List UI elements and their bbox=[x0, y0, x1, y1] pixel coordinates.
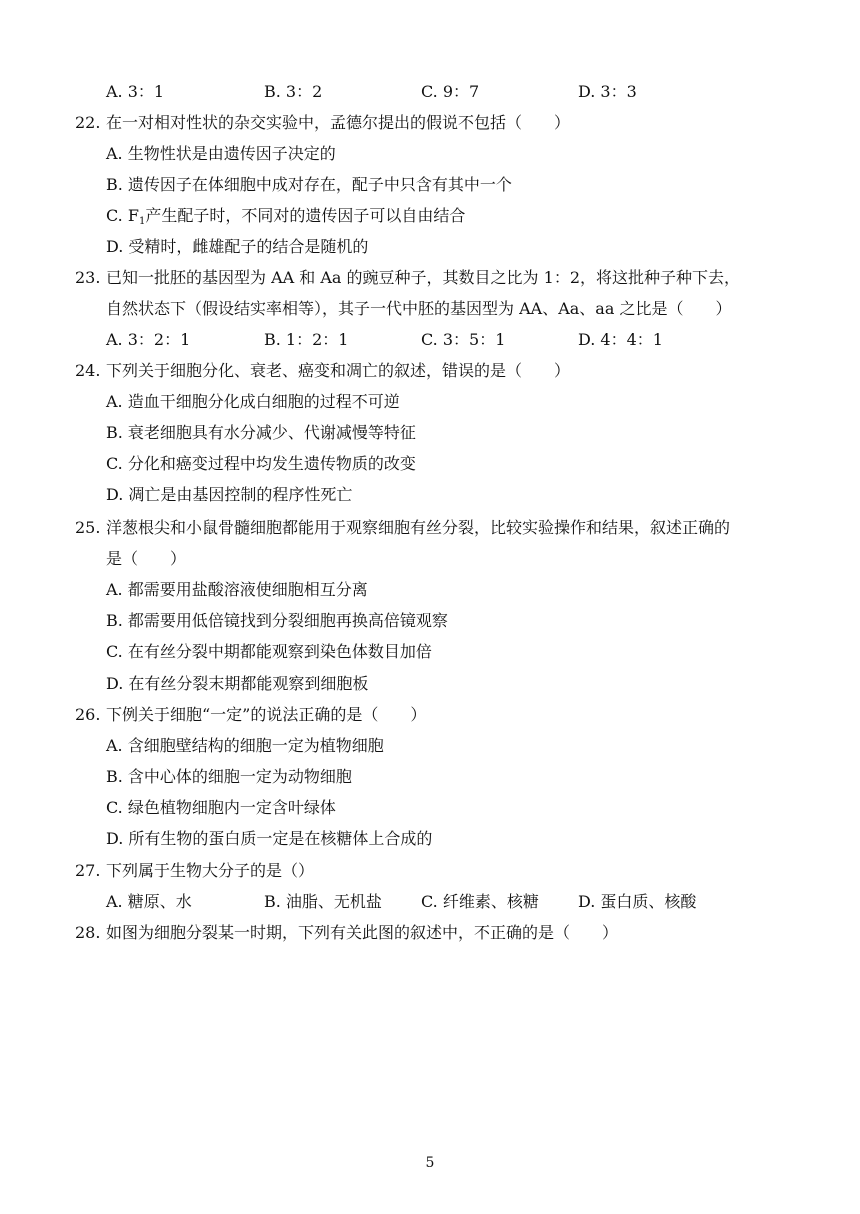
q23-option-b: B. 1：2：1 bbox=[264, 330, 349, 349]
q25-option-d: D. 在有丝分裂末期都能观察到细胞板 bbox=[106, 674, 369, 693]
q25-number: 25. bbox=[75, 518, 101, 537]
q23-option-a: A. 3：2：1 bbox=[106, 330, 191, 349]
q26-number: 26. bbox=[75, 705, 101, 724]
q27-stem: 下列属于生物大分子的是（） bbox=[106, 861, 315, 880]
q23-option-c: C. 3：5：1 bbox=[421, 330, 506, 349]
q22-option-c-subscript: 1 bbox=[138, 216, 146, 227]
q25-option-a: A. 都需要用盐酸溶液使细胞相互分离 bbox=[106, 580, 368, 599]
q22-stem: 在一对相对性状的杂交实验中，孟德尔提出的假说不包括（ ） bbox=[106, 113, 571, 132]
q26-stem: 下例关于细胞“一定”的说法正确的是（ ） bbox=[106, 705, 427, 724]
q21-option-a: A. 3：1 bbox=[106, 82, 165, 101]
q23-stem-1: 已知一批胚的基因型为 AA 和 Aa 的豌豆种子，其数目之比为 1：2，将这批种子种下去， bbox=[106, 268, 740, 287]
q23-stem-2: 自然状态下（假设结实率相等），其子一代中胚的基因型为 AA、Aa、aa 之比是（ ） bbox=[106, 299, 732, 318]
q24-number: 24. bbox=[75, 361, 101, 380]
q24-option-a: A. 造血干细胞分化成白细胞的过程不可逆 bbox=[106, 392, 400, 411]
q26-option-d: D. 所有生物的蛋白质一定是在核糖体上合成的 bbox=[106, 829, 433, 848]
q26-option-a: A. 含细胞壁结构的细胞一定为植物细胞 bbox=[106, 736, 384, 755]
q24-stem: 下列关于细胞分化、衰老、癌变和凋亡的叙述，错误的是（ ） bbox=[106, 361, 571, 380]
q27-option-d: D. 蛋白质、核酸 bbox=[578, 892, 697, 911]
q21-option-b: B. 3：2 bbox=[264, 82, 323, 101]
q25-stem-1: 洋葱根尖和小鼠骨髓细胞都能用于观察细胞有丝分裂，比较实验操作和结果，叙述正确的 bbox=[106, 518, 731, 537]
q22-option-c-prefix: C. F bbox=[106, 206, 139, 225]
q25-option-b: B. 都需要用低倍镜找到分裂细胞再换高倍镜观察 bbox=[106, 611, 448, 630]
q26-option-b: B. 含中心体的细胞一定为动物细胞 bbox=[106, 767, 352, 786]
q24-option-c: C. 分化和癌变过程中均发生遗传物质的改变 bbox=[106, 454, 416, 473]
q27-option-c: C. 纤维素、核糖 bbox=[421, 892, 539, 911]
q22-option-a: A. 生物性状是由遗传因子决定的 bbox=[106, 144, 336, 163]
q22-option-b: B. 遗传因子在体细胞中成对存在，配子中只含有其中一个 bbox=[106, 175, 512, 194]
q22-number: 22. bbox=[75, 113, 101, 132]
q25-stem-2: 是（ ） bbox=[106, 549, 187, 568]
q26-option-c: C. 绿色植物细胞内一定含叶绿体 bbox=[106, 798, 336, 817]
q22-option-c-text: 产生配子时，不同对的遗传因子可以自由结合 bbox=[145, 206, 466, 225]
q25-option-c: C. 在有丝分裂中期都能观察到染色体数目加倍 bbox=[106, 642, 432, 661]
q22-option-d: D. 受精时，雌雄配子的结合是随机的 bbox=[106, 237, 369, 256]
q21-option-c: C. 9：7 bbox=[421, 82, 480, 101]
q24-option-b: B. 衰老细胞具有水分减少、代谢减慢等特征 bbox=[106, 423, 416, 442]
q21-option-d: D. 3：3 bbox=[578, 82, 637, 101]
q23-option-d: D. 4：4：1 bbox=[578, 330, 663, 349]
q27-number: 27. bbox=[75, 861, 101, 880]
q27-option-a: A. 糖原、水 bbox=[106, 892, 192, 911]
q27-option-b: B. 油脂、无机盐 bbox=[264, 892, 382, 911]
q22-option-c bbox=[106, 205, 465, 233]
q28-stem: 如图为细胞分裂某一时期，下列有关此图的叙述中，不正确的是（ ） bbox=[106, 923, 619, 942]
page-number: 5 bbox=[425, 1155, 435, 1171]
q24-option-d: D. 凋亡是由基因控制的程序性死亡 bbox=[106, 485, 353, 504]
q28-number: 28. bbox=[75, 923, 101, 942]
q23-number: 23. bbox=[75, 268, 101, 287]
